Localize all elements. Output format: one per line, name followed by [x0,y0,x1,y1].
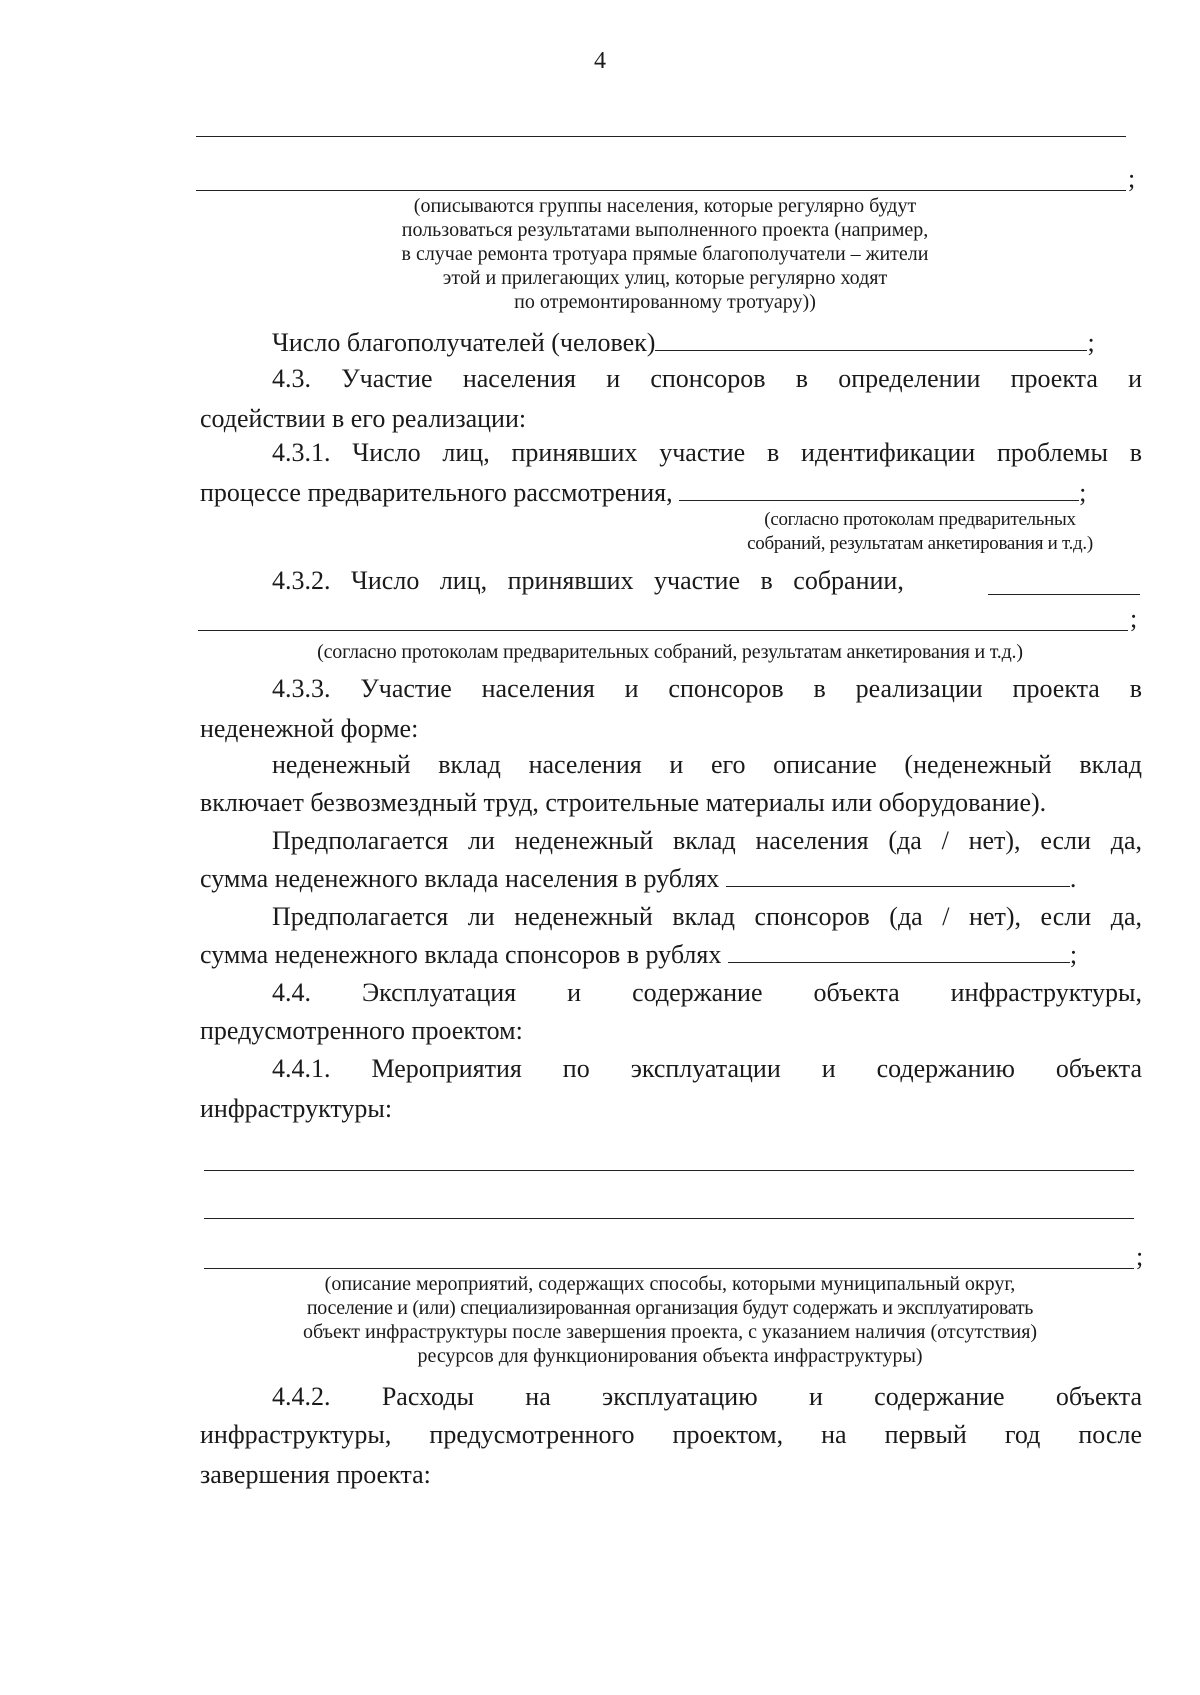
section-4-4-2-line3: завершения проекта: [200,1460,431,1489]
section-4-3-1-line1: 4.3.1. Число лиц, принявших участие в идентификации проблемы в [272,438,1142,467]
page-number: 4 [594,48,606,74]
line-end-punctuation: ; [1130,604,1138,633]
section-4-3-2-note: (согласно протоколам предварительных собраний, результатам анкетирования и т.д.) [317,641,1023,663]
note-line: поселение и (или) специализированная организация будут содержать и эксплуатировать [306,1297,1034,1319]
fill-line [204,1170,1134,1171]
sponsor-sum-blank [728,938,1070,963]
section-4-3-3-line1: 4.3.3. Участие населения и спонсоров в реализации проекта в [272,674,1142,703]
line-end-punctuation: ; [1087,328,1095,357]
section-4-4-1-line2: инфраструктуры: [200,1094,393,1123]
section-4-4-2-line1: 4.4.2. Расходы на эксплуатацию и содержание объекта [272,1382,1142,1411]
beneficiaries-count [272,326,1142,360]
note-line: пользоваться результатами выполненного проекта (например, [401,219,929,241]
section-4-4-line2: предусмотренного проектом: [200,1016,523,1045]
participants-blank [679,476,1079,501]
note-line: собраний, результатам анкетирования и т.д.) [747,533,1093,554]
section-4-3-2-line1 [200,564,1142,598]
line-end-punctuation: ; [1079,478,1087,507]
fill-line [196,136,1126,137]
section-4-3-line1: 4.3. Участие населения и спонсоров в определении проекта и [272,364,1142,393]
count-label: Число благополучателей (человек) [272,328,656,357]
section-4-4-line1: 4.4. Эксплуатация и содержание объекта инфраструктуры, [272,978,1142,1007]
note-line: ресурсов для функционирования объекта инфраструктуры) [417,1345,923,1367]
note-line: в случае ремонта тротуара прямые благополучатели – жители [401,243,929,265]
note-line: этой и прилегающих улиц, которые регулярно ходят [442,267,888,289]
population-contribution-line1: Предполагается ли неденежный вклад населения (да / нет), если да, [272,826,1142,855]
section-4-3-3-line2: неденежной форме: [200,714,419,743]
section-4-4-2-line2: инфраструктуры, предусмотренного проектом, на первый год после [200,1420,1142,1449]
note-line: (описание мероприятий, содержащих способы, которыми муниципальный округ, [324,1273,1016,1295]
section-4-3-1-text: процессе предварительного рассмотрения, [200,478,673,507]
line-end-punctuation: . [1069,864,1077,893]
fill-line [198,630,1128,631]
line-end-punctuation: ; [1128,164,1136,193]
fill-line [988,594,1140,595]
section-4-3-line2: содействии в его реализации: [200,404,527,433]
note-line: по отремонтированному тротуару)) [514,291,816,313]
population-contribution-line2 [200,862,1142,896]
section-4-3-1-line2 [200,476,1142,510]
sponsor-contribution-line1: Предполагается ли неденежный вклад спонсоров (да / нет), если да, [272,902,1142,931]
section-4-4-1-line1: 4.4.1. Мероприятия по эксплуатации и содержанию объекта [272,1054,1142,1083]
note-line: (описываются группы населения, которые регулярно будут [413,195,917,217]
in-kind-paragraph-line1: неденежный вклад населения и его описание (неденежный вклад [272,750,1142,779]
note-line: объект инфраструктуры после завершения проекта, с указанием наличия (отсутствия) [302,1321,1038,1343]
count-blank [655,326,1087,351]
fill-line [204,1268,1134,1269]
fill-line [196,190,1126,191]
line-end-punctuation: ; [1136,1242,1144,1271]
sponsor-contribution-line2 [200,938,1142,972]
in-kind-paragraph-line2: включает безвозмездный труд, строительные материалы или оборудование). [200,788,1047,817]
population-sum-blank [726,862,1070,887]
line-end-punctuation: ; [1069,940,1078,969]
note-line: (согласно протоколам предварительных [764,509,1076,530]
sponsor-contribution-text: сумма неденежного вклада спонсоров в рублях [200,940,722,969]
population-contribution-text: сумма неденежного вклада населения в рублях [200,864,720,893]
fill-line [204,1218,1134,1219]
section-4-3-2-text: 4.3.2. Число лиц, принявших участие в собрании, [272,566,904,595]
